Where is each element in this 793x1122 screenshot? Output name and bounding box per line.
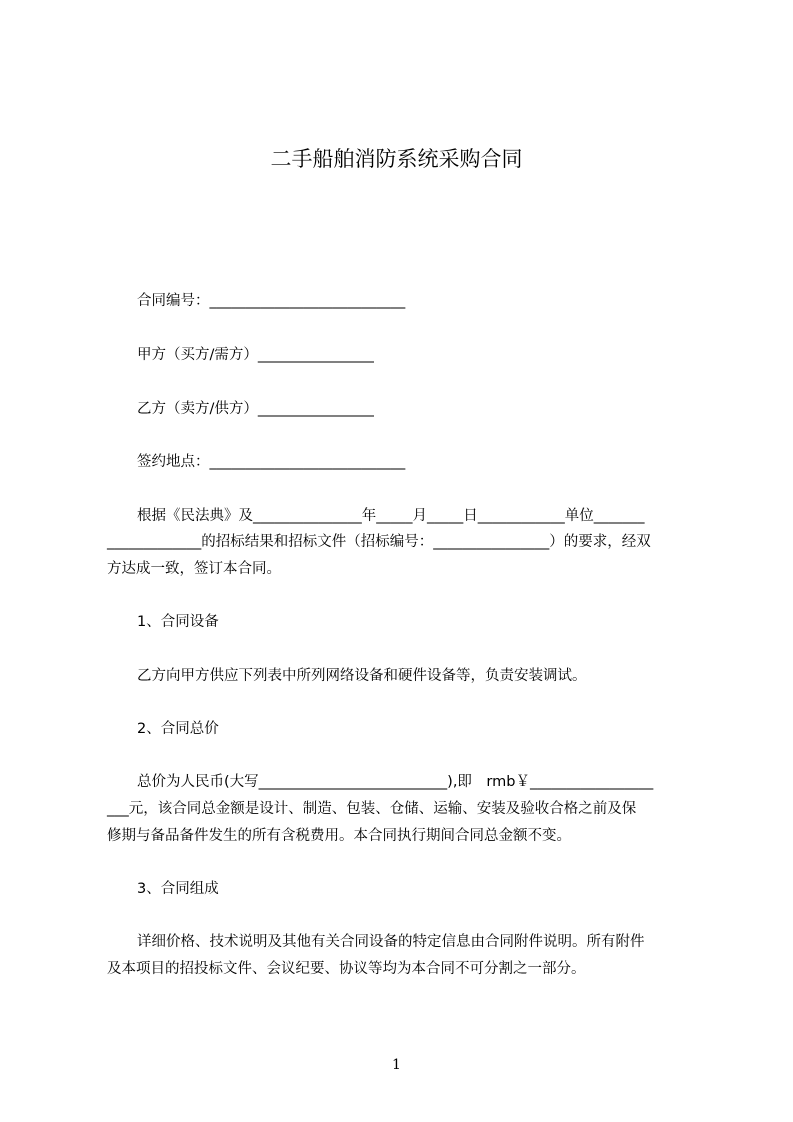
page-number: 1 [392, 1057, 401, 1073]
section-text-line: 总价为人民币(大写__________________________),即 rmb￥_________________ [137, 774, 654, 790]
preamble-line: _____________的招标结果和招标文件（招标编号：________________）的要求，经双 [107, 534, 651, 550]
document-title: 二手船舶消防系统采购合同 [270, 147, 523, 171]
party-a-field: 甲方（买方/需方）________________ [137, 347, 374, 363]
section-heading: 1、合同设备 [137, 614, 219, 630]
section-text-line: 及本项目的招投标文件、会议纪要、协议等均为本合同不可分割之一部分。 [107, 961, 586, 977]
preamble-line: 方达成一致，签订本合同。 [107, 561, 281, 577]
section-text-line: 修期与备品备件发生的所有含税费用。本合同执行期间合同总金额不变。 [107, 828, 571, 844]
section-heading: 3、合同组成 [137, 881, 219, 897]
signing-place-field: 签约地点：___________________________ [137, 454, 406, 470]
party-b-field: 乙方（卖方/供方）________________ [137, 401, 374, 417]
section-text-line: ___元，该合同总金额是设计、制造、包装、仓储、运输、安装及验收合格之前及保 [107, 801, 637, 817]
preamble-line: 根据《民法典》及_______________年_____月_____日____________单位_______ [137, 508, 645, 524]
section-text-line: 乙方向甲方供应下列表中所列网络设备和硬件设备等，负责安装调试。 [137, 668, 587, 684]
contract-number-field: 合同编号：___________________________ [137, 293, 406, 309]
section-text-line: 详细价格、技术说明及其他有关合同设备的特定信息由合同附件说明。所有附件 [137, 934, 645, 950]
section-heading: 2、合同总价 [137, 721, 219, 737]
